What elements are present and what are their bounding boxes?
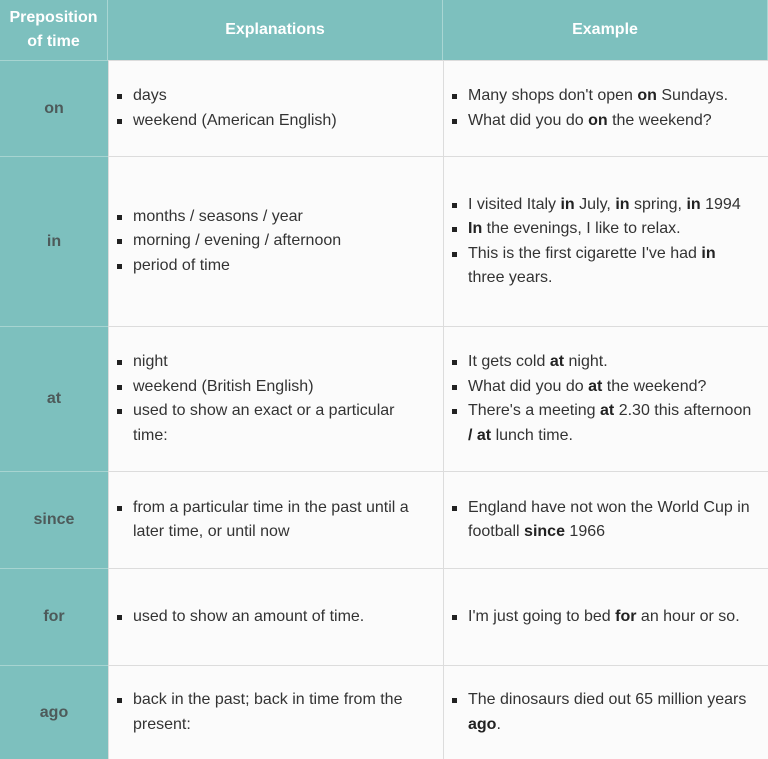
explanation-text: morning / evening / afternoon — [133, 232, 342, 250]
preposition-label: in — [46, 232, 62, 250]
explanations-list — [109, 496, 429, 545]
explanation-item — [109, 350, 429, 375]
square-bullet-icon — [117, 215, 122, 220]
explanation-item — [109, 399, 429, 448]
example-keyword: / at — [468, 426, 492, 444]
square-bullet-icon — [452, 227, 457, 232]
explanation-text: period of time — [133, 256, 230, 274]
example-keyword: at — [588, 377, 603, 395]
example-item — [444, 242, 754, 291]
example-text: night. — [564, 353, 608, 370]
preposition-cell — [0, 326, 108, 471]
examples-list — [444, 688, 754, 737]
example-cell — [443, 326, 768, 471]
example-text: The dinosaurs died out 65 million years — [468, 691, 747, 708]
example-cell — [443, 471, 768, 568]
explanation-item — [109, 205, 341, 230]
example-cell — [443, 60, 768, 156]
example-item — [444, 193, 754, 218]
example-keyword: in — [560, 195, 575, 213]
preposition-label: at — [46, 390, 62, 407]
square-bullet-icon — [452, 698, 457, 703]
explanation-text: days — [133, 87, 167, 104]
example-item — [444, 350, 754, 375]
square-bullet-icon — [452, 506, 457, 511]
square-bullet-icon — [452, 615, 457, 620]
example-item — [444, 496, 754, 545]
header-example-label: Example — [572, 21, 638, 38]
example-cell — [443, 156, 768, 326]
example-text: July, — [574, 195, 616, 213]
explanations-list — [109, 350, 429, 448]
explanation-item — [109, 496, 429, 545]
preposition-label: for — [43, 608, 65, 625]
explanations-cell — [108, 568, 443, 665]
square-bullet-icon — [452, 385, 457, 390]
preposition-cell — [0, 156, 108, 326]
example-text: Sundays. — [656, 87, 729, 104]
example-text: the weekend? — [607, 111, 712, 129]
example-keyword: since — [524, 523, 565, 540]
header-example — [443, 0, 768, 60]
example-text: Many shops don't open — [468, 87, 638, 104]
example-keyword: for — [615, 607, 637, 625]
explanations-cell — [108, 60, 443, 156]
explanation-item — [109, 109, 337, 134]
example-item — [444, 375, 754, 400]
examples-list — [444, 496, 754, 545]
square-bullet-icon — [117, 94, 122, 99]
example-item — [444, 605, 740, 630]
example-cell — [443, 568, 768, 665]
example-text: It gets cold — [468, 353, 550, 370]
example-text: England have not won the World Cup in football — [468, 498, 750, 540]
explanation-text: months / seasons / year — [133, 207, 303, 225]
example-item — [444, 217, 754, 242]
explanation-text: from a particular time in the past until a later time, or until now — [133, 498, 409, 540]
example-item — [444, 109, 728, 134]
explanation-item — [109, 84, 337, 109]
header-explanations-label: Explanations — [225, 21, 325, 38]
explanation-text: weekend (British English) — [133, 377, 314, 395]
preposition-cell — [0, 60, 108, 156]
square-bullet-icon — [117, 698, 122, 703]
explanations-list — [109, 688, 429, 737]
explanation-item — [109, 254, 341, 279]
square-bullet-icon — [452, 94, 457, 99]
example-text: the evenings, I like to relax. — [482, 220, 681, 237]
square-bullet-icon — [117, 264, 122, 269]
example-text: 1994 — [700, 195, 741, 213]
explanations-cell — [108, 471, 443, 568]
square-bullet-icon — [452, 360, 457, 365]
explanations-cell — [108, 665, 443, 759]
explanations-list — [109, 205, 341, 279]
square-bullet-icon — [452, 203, 457, 208]
header-preposition-label: Preposition of time — [9, 9, 98, 50]
example-text: What did you do — [468, 377, 589, 395]
explanation-text: weekend (American English) — [133, 111, 337, 129]
example-text: There's a meeting — [468, 402, 601, 419]
square-bullet-icon — [117, 506, 122, 511]
example-cell — [443, 665, 768, 759]
example-keyword: In — [468, 220, 483, 237]
example-text: 2.30 this afternoon — [614, 402, 752, 419]
examples-list — [444, 84, 728, 133]
example-text: This is the first cigarette I've had — [468, 244, 702, 262]
explanation-item — [109, 375, 429, 400]
examples-list — [444, 350, 754, 448]
preposition-label: since — [33, 511, 75, 528]
explanations-cell — [108, 156, 443, 326]
square-bullet-icon — [117, 615, 122, 620]
explanation-text: back in the past; back in time from the present: — [133, 691, 403, 733]
example-keyword: in — [615, 195, 630, 213]
example-text: lunch time. — [491, 426, 573, 444]
square-bullet-icon — [452, 252, 457, 257]
preposition-label: on — [44, 99, 64, 117]
square-bullet-icon — [117, 119, 122, 124]
example-text: three years. — [468, 269, 553, 286]
explanations-list — [109, 605, 364, 630]
examples-list — [444, 193, 754, 291]
example-keyword: in — [686, 195, 701, 213]
example-keyword: at — [600, 402, 615, 419]
example-text: an hour or so. — [636, 607, 740, 625]
example-item — [444, 688, 754, 737]
header-preposition — [0, 0, 108, 60]
example-keyword: at — [549, 353, 565, 370]
example-keyword: ago — [468, 715, 497, 733]
example-text: . — [496, 715, 501, 733]
explanation-text: used to show an exact or a particular time: — [133, 402, 395, 444]
explanation-text: night — [133, 353, 168, 370]
explanation-item — [109, 229, 341, 254]
square-bullet-icon — [117, 360, 122, 365]
square-bullet-icon — [117, 409, 122, 414]
example-text: I'm just going to bed — [468, 607, 616, 625]
example-text: 1966 — [564, 523, 606, 540]
preposition-cell — [0, 665, 108, 759]
square-bullet-icon — [452, 119, 457, 124]
example-keyword: in — [701, 244, 716, 262]
example-text: I visited Italy — [468, 195, 561, 213]
preposition-cell — [0, 471, 108, 568]
explanations-list — [109, 84, 337, 133]
example-text: What did you do — [468, 111, 589, 129]
example-text: spring, — [629, 195, 687, 213]
explanation-item — [109, 605, 364, 630]
example-keyword: on — [637, 87, 657, 104]
square-bullet-icon — [452, 409, 457, 414]
square-bullet-icon — [117, 239, 122, 244]
example-text: the weekend? — [602, 377, 707, 395]
explanation-item — [109, 688, 429, 737]
explanations-cell — [108, 326, 443, 471]
square-bullet-icon — [117, 385, 122, 390]
header-explanations — [108, 0, 443, 60]
example-item — [444, 84, 728, 109]
examples-list — [444, 605, 740, 630]
explanation-text: used to show an amount of time. — [133, 607, 365, 625]
example-item — [444, 399, 754, 448]
example-keyword: on — [588, 111, 608, 129]
preposition-cell — [0, 568, 108, 665]
preposition-label: ago — [39, 703, 69, 721]
